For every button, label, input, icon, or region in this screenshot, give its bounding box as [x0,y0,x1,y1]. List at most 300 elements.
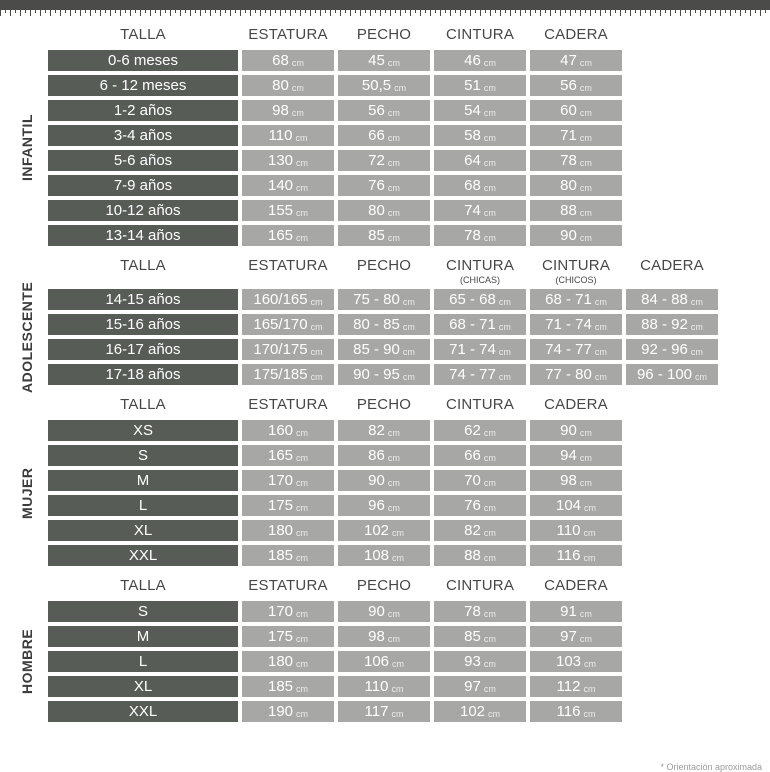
unit-label: cm [296,477,309,488]
unit-label: cm [483,107,496,118]
measurement-value: 85 [464,628,481,645]
section-hombre [19,577,770,722]
unit-label: cm [310,296,323,307]
measurement-cell [338,676,430,697]
size-label: S [137,447,148,464]
column-header-label: PECHO [356,26,412,43]
measurement-value: 97 [560,628,577,645]
measurement-cell [242,495,334,516]
measurement-value: 56 [560,77,577,94]
size-label-cell [48,75,238,96]
measurement-cell [434,495,526,516]
unit-label: cm [387,633,400,644]
measurement-value: 108 [363,547,390,564]
size-label-cell [48,445,238,466]
table-row [48,601,770,622]
unit-label: cm [690,321,703,332]
measurement-cell [434,175,526,196]
table-row [48,50,770,71]
size-label-cell [48,601,238,622]
measurement-cell [530,339,622,360]
unit-label: cm [296,708,309,719]
measurement-value: 68 [272,52,289,69]
measurement-value: 175 [267,628,294,645]
unit-label: cm [483,57,496,68]
measurement-cell [338,125,430,146]
measurement-value: 68 [464,177,481,194]
column-header [530,257,622,285]
unit-label: cm [483,477,496,488]
measurement-cell [434,701,526,722]
measurement-cell [530,289,622,310]
table-row [48,100,770,121]
unit-label: cm [483,527,496,538]
unit-label: cm [498,346,511,357]
measurement-cell [242,420,334,441]
size-label-cell [48,545,238,566]
size-label: 5-6 años [113,152,173,169]
measurement-value: 58 [464,127,481,144]
unit-label: cm [579,107,592,118]
measurement-value: 112 [556,678,581,695]
unit-label: cm [483,502,496,513]
measurement-cell [434,200,526,221]
measurement-value: 110 [268,127,293,144]
rows-adolescente [19,281,770,393]
size-label-cell [48,200,238,221]
measurement-value: 78 [464,603,481,620]
column-header-label: TALLA [120,577,166,594]
table-row [48,520,770,541]
measurement-value: 88 - 92 [641,316,688,333]
measurement-cell [338,445,430,466]
measurement-cell [242,150,334,171]
measurement-cell [530,225,622,246]
unit-label: cm [594,371,607,382]
measurement-value: 86 [368,447,385,464]
measurement-cell [338,626,430,647]
unit-label: cm [387,502,400,513]
column-header-sublabel: (CHICAS) [460,275,500,285]
measurement-value: 97 [464,678,481,695]
measurement-cell [530,75,622,96]
size-label: 13-14 años [105,227,181,244]
column-header [338,396,430,416]
unit-label: cm [296,232,309,243]
unit-label: cm [483,427,496,438]
measurement-value: 170 [267,472,294,489]
measurement-cell [530,125,622,146]
size-label: 0-6 meses [107,52,179,69]
table-row [48,545,770,566]
measurement-value: 116 [556,703,581,720]
measurement-cell [242,676,334,697]
measurement-value: 74 - 77 [545,341,592,358]
measurement-value: 78 [464,227,481,244]
measurement-value: 90 [560,227,577,244]
measurement-value: 76 [368,177,385,194]
size-label: 14-15 años [105,291,181,308]
measurement-cell [530,626,622,647]
measurement-value: 50,5 [361,77,392,94]
measurement-value: 76 [464,497,481,514]
measurement-cell [530,175,622,196]
measurement-cell [434,314,526,335]
column-header-label: TALLA [120,26,166,43]
column-headers-infantil [48,26,770,46]
size-label-cell [48,150,238,171]
measurement-cell [338,150,430,171]
measurement-value: 85 [368,227,385,244]
table-row [48,125,770,146]
section-label-hombre: HOMBRE [19,628,35,695]
measurement-cell [626,314,718,335]
measurement-cell [530,495,622,516]
column-header [338,26,430,46]
size-label-cell [48,50,238,71]
measurement-value: 180 [267,522,294,539]
column-header [530,396,622,416]
column-header-label: CADERA [544,396,608,413]
unit-label: cm [387,477,400,488]
unit-label: cm [296,527,309,538]
measurement-cell [338,701,430,722]
measurement-cell [242,225,334,246]
rows-mujer [19,420,770,566]
measurement-cell [626,364,718,385]
measurement-cell [242,100,334,121]
size-label: 17-18 años [105,366,181,383]
unit-label: cm [483,82,496,93]
column-header-label: CINTURA [445,26,515,43]
size-label-cell [48,676,238,697]
measurement-value: 78 [560,152,577,169]
measurement-cell [338,520,430,541]
unit-label: cm [296,658,309,669]
measurement-cell [242,470,334,491]
unit-label: cm [483,658,496,669]
measurement-value: 84 - 88 [641,291,688,308]
measurement-cell [626,339,718,360]
column-header-label: ESTATURA [248,257,328,274]
size-label-cell [48,495,238,516]
size-label-cell [48,125,238,146]
measurement-cell [338,601,430,622]
column-header-sublabel: (CHICOS) [555,275,597,285]
size-label: 7-9 años [113,177,173,194]
measurement-value: 88 [464,547,481,564]
column-header [434,577,526,597]
measurement-cell [242,339,334,360]
section-adolescente [19,257,770,393]
unit-label: cm [579,633,592,644]
measurement-cell [434,125,526,146]
size-label-cell [48,364,238,385]
measurement-value: 68 - 71 [449,316,496,333]
measurement-cell [434,520,526,541]
size-label: XXL [128,547,158,564]
unit-label: cm [392,552,405,563]
unit-label: cm [387,427,400,438]
unit-label: cm [296,633,309,644]
column-header [530,577,622,597]
measurement-cell [338,651,430,672]
measurement-value: 54 [464,102,481,119]
unit-label: cm [579,182,592,193]
measurement-value: 90 [368,603,385,620]
table-row [48,420,770,441]
measurement-value: 64 [464,152,481,169]
measurement-cell [338,75,430,96]
column-header [338,577,430,597]
measurement-value: 175/185 [253,366,308,383]
table-row [48,150,770,171]
measurement-cell [434,225,526,246]
unit-label: cm [594,321,607,332]
unit-label: cm [483,608,496,619]
size-label: XL [133,678,153,695]
footnote: * Orientación aproximada [660,762,762,772]
column-header-label: TALLA [120,257,166,274]
column-header-label: PECHO [356,577,412,594]
measurement-cell [338,314,430,335]
size-label-cell [48,651,238,672]
size-label: M [136,628,150,645]
measurement-cell [338,470,430,491]
unit-label: cm [579,608,592,619]
measurement-value: 185 [267,547,294,564]
unit-label: cm [402,371,415,382]
measurement-value: 82 [368,422,385,439]
unit-label: cm [483,132,496,143]
measurement-value: 175 [267,497,294,514]
unit-label: cm [296,427,309,438]
table-row [48,339,770,360]
measurement-value: 102 [459,703,486,720]
unit-label: cm [296,207,309,218]
measurement-value: 96 [368,497,385,514]
column-header [242,257,334,285]
table-row [48,495,770,516]
size-label-cell [48,470,238,491]
measurement-cell [338,100,430,121]
unit-label: cm [583,708,596,719]
unit-label: cm [483,633,496,644]
measurement-value: 80 - 85 [353,316,400,333]
column-header-label: PECHO [356,396,412,413]
unit-label: cm [391,683,404,694]
measurement-value: 165/170 [253,316,308,333]
column-header [434,257,526,285]
measurement-value: 90 - 95 [353,366,400,383]
unit-label: cm [387,132,400,143]
measurement-value: 102 [363,522,390,539]
measurement-value: 180 [267,653,294,670]
unit-label: cm [584,502,597,513]
table-row [48,314,770,335]
measurement-value: 46 [464,52,481,69]
column-header-label: CINTURA [445,257,515,274]
measurement-value: 104 [555,497,582,514]
measurement-cell [530,545,622,566]
measurement-value: 160/165 [253,291,308,308]
rows-infantil [19,50,770,246]
unit-label: cm [583,552,596,563]
measurement-cell [434,150,526,171]
measurement-value: 98 [560,472,577,489]
measurement-value: 190 [267,703,294,720]
measurement-cell [242,445,334,466]
measurement-cell [242,75,334,96]
unit-label: cm [488,708,501,719]
measurement-value: 110 [364,678,389,695]
column-header-label: ESTATURA [248,577,328,594]
measurement-value: 74 - 77 [449,366,496,383]
measurement-value: 71 [560,127,577,144]
section-mujer [19,396,770,566]
measurement-cell [530,314,622,335]
measurement-value: 56 [368,102,385,119]
unit-label: cm [579,427,592,438]
measurement-cell [530,470,622,491]
unit-label: cm [291,107,304,118]
size-label-cell [48,289,238,310]
measurement-cell [530,50,622,71]
unit-label: cm [296,157,309,168]
column-header-label: PECHO [356,257,412,274]
unit-label: cm [690,296,703,307]
measurement-value: 71 - 74 [449,341,496,358]
unit-label: cm [387,107,400,118]
column-header [242,26,334,46]
column-header-label: TALLA [120,396,166,413]
measurement-value: 170 [267,603,294,620]
measurement-value: 140 [267,177,294,194]
measurement-value: 117 [364,703,389,720]
size-label: XS [132,422,153,439]
column-header-label: ESTATURA [248,396,328,413]
measurement-value: 98 [368,628,385,645]
unit-label: cm [594,296,607,307]
size-label: 3-4 años [113,127,173,144]
measurement-value: 66 [368,127,385,144]
column-header [338,257,430,285]
unit-label: cm [387,157,400,168]
measurement-value: 185 [267,678,294,695]
measurement-cell [434,470,526,491]
unit-label: cm [387,452,400,463]
measurement-value: 60 [560,102,577,119]
unit-label: cm [498,371,511,382]
measurement-cell [242,50,334,71]
measurement-cell [434,601,526,622]
measurement-cell [434,545,526,566]
measurement-value: 88 [560,202,577,219]
table-row [48,75,770,96]
measurement-cell [242,289,334,310]
measurement-cell [242,200,334,221]
measurement-value: 75 - 80 [353,291,400,308]
unit-label: cm [310,371,323,382]
measurement-value: 165 [267,227,294,244]
column-header [530,26,622,46]
measurement-value: 80 [272,77,289,94]
column-header-label: CADERA [544,577,608,594]
measurement-cell [530,200,622,221]
table-row [48,175,770,196]
size-label: L [138,497,148,514]
measurement-value: 72 [368,152,385,169]
section-infantil [19,26,770,246]
measurement-value: 85 - 90 [353,341,400,358]
measurement-value: 66 [464,447,481,464]
size-label: L [138,653,148,670]
measurement-value: 155 [267,202,294,219]
measurement-cell [530,601,622,622]
column-header [48,257,238,285]
measurement-cell [530,420,622,441]
unit-label: cm [310,321,323,332]
column-header-label: ESTATURA [248,26,328,43]
measurement-cell [530,676,622,697]
measurement-cell [434,445,526,466]
size-label-cell [48,701,238,722]
unit-label: cm [498,296,511,307]
unit-label: cm [402,346,415,357]
size-label-cell [48,626,238,647]
unit-label: cm [387,57,400,68]
unit-label: cm [296,552,309,563]
measurement-value: 80 [560,177,577,194]
measurement-value: 93 [464,653,481,670]
measurement-cell [434,50,526,71]
column-header [626,257,718,285]
measurement-value: 165 [267,447,294,464]
size-label-cell [48,339,238,360]
table-row [48,470,770,491]
measurement-value: 98 [272,102,289,119]
unit-label: cm [483,452,496,463]
measurement-cell [530,445,622,466]
measurement-cell [242,601,334,622]
measurement-value: 92 - 96 [641,341,688,358]
unit-label: cm [310,346,323,357]
unit-label: cm [392,527,405,538]
measurement-value: 110 [556,522,581,539]
column-header-label: CADERA [544,26,608,43]
table-row [48,364,770,385]
size-label: 6 - 12 meses [99,77,187,94]
column-header-label: CADERA [640,257,704,274]
measurement-cell [242,364,334,385]
unit-label: cm [579,232,592,243]
unit-label: cm [695,371,708,382]
size-label: 1-2 años [113,102,173,119]
measurement-cell [530,701,622,722]
measurement-value: 170/175 [253,341,308,358]
measurement-cell [338,339,430,360]
unit-label: cm [394,82,407,93]
unit-label: cm [402,321,415,332]
unit-label: cm [579,452,592,463]
section-label-adolescente: ADOLESCENTE [19,281,35,393]
unit-label: cm [690,346,703,357]
measurement-cell [242,520,334,541]
measurement-value: 80 [368,202,385,219]
measurement-cell [338,495,430,516]
column-header [48,577,238,597]
size-label: M [136,472,150,489]
